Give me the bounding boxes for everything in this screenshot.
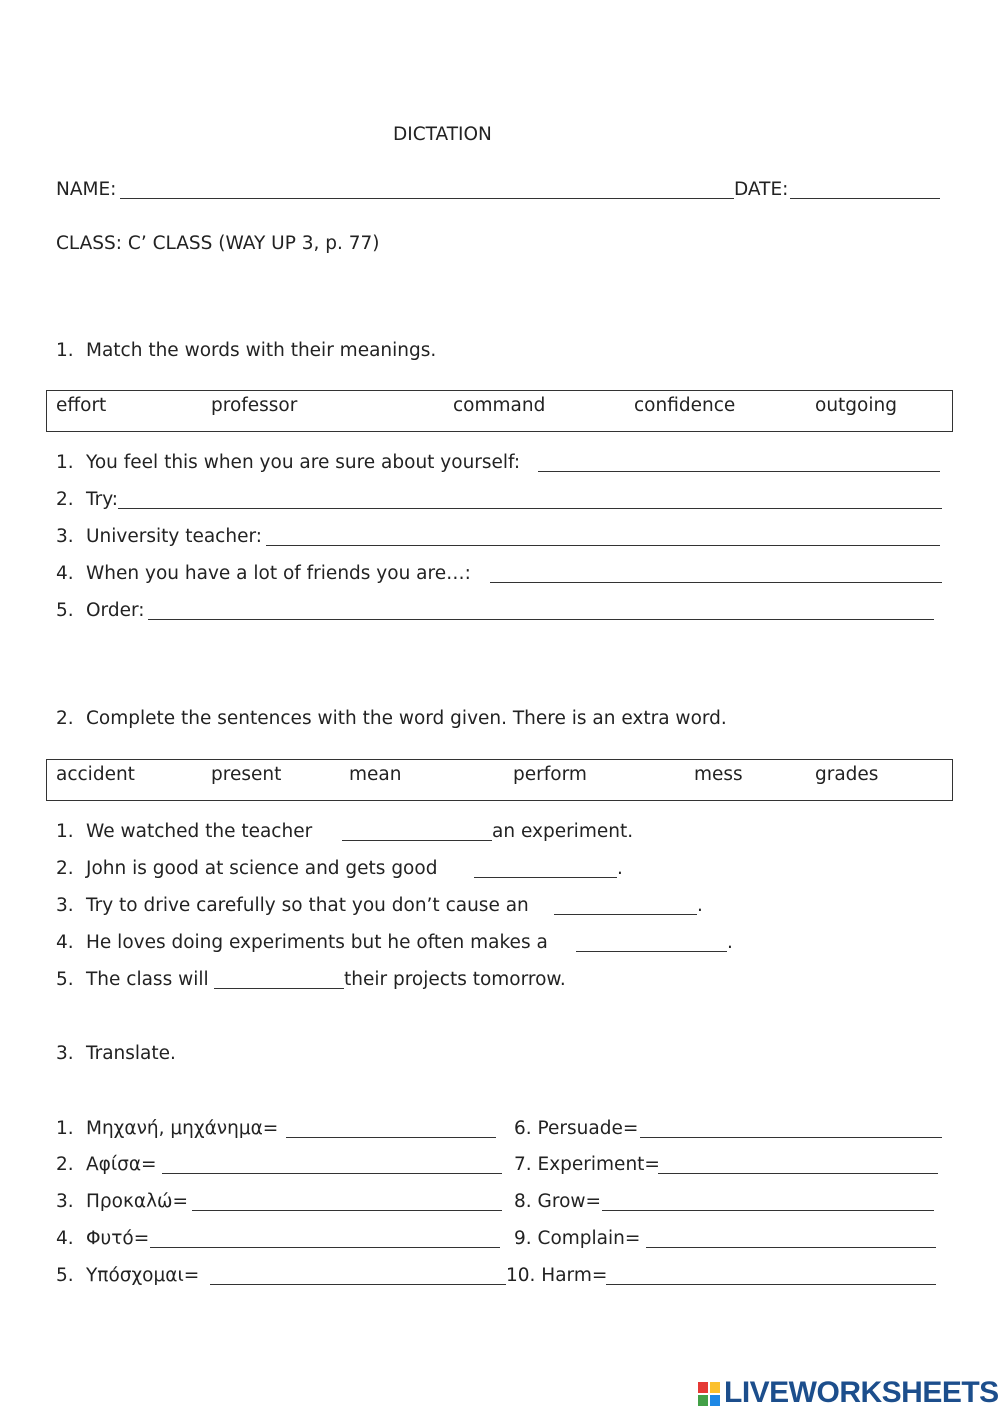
item-number: 5. <box>56 1265 74 1286</box>
item-number: 2. <box>56 858 74 879</box>
item-number: 1. <box>56 452 74 473</box>
section3-number: 3. <box>56 1043 74 1064</box>
logo-block <box>710 1382 720 1393</box>
item-text: Μηχανή, μηχάνημα= <box>86 1118 279 1139</box>
item-number: 4. <box>56 1228 74 1249</box>
item-text-after: . <box>727 932 733 953</box>
item-text: Order: <box>86 600 145 621</box>
word-box-1 <box>46 390 953 432</box>
answer-line[interactable] <box>554 914 697 915</box>
answer-line[interactable] <box>640 1137 942 1138</box>
item-number: 2. <box>56 489 74 510</box>
item-number: 3. <box>56 526 74 547</box>
logo-block <box>698 1395 708 1406</box>
item-number: 1. <box>56 1118 74 1139</box>
word-box-item: outgoing <box>815 395 897 416</box>
section3-instruction: Translate. <box>86 1043 176 1064</box>
item-text: When you have a lot of friends you are…: <box>86 563 471 584</box>
word-box-item: perform <box>513 764 587 785</box>
answer-line[interactable] <box>490 582 942 583</box>
item-text: Try: <box>86 489 119 510</box>
answer-line[interactable] <box>148 619 934 620</box>
logo-blocks-icon <box>698 1382 720 1406</box>
section2-instruction: Complete the sentences with the word given. There is an extra word. <box>86 708 727 729</box>
answer-line[interactable] <box>210 1284 506 1285</box>
section1-number: 1. <box>56 340 74 361</box>
item-number: 3. <box>56 895 74 916</box>
answer-line[interactable] <box>606 1284 936 1285</box>
item-text: University teacher: <box>86 526 262 547</box>
item-text-after: their projects tomorrow. <box>344 969 566 990</box>
word-box-item: command <box>453 395 546 416</box>
item-text: Προκαλώ= <box>86 1191 189 1212</box>
answer-line[interactable] <box>162 1173 502 1174</box>
date-input-line[interactable] <box>790 198 940 199</box>
item-text: 8. Grow= <box>514 1191 602 1212</box>
item-text-before: John is good at science and gets good <box>86 858 438 879</box>
item-text: 6. Persuade= <box>514 1118 639 1139</box>
date-label: DATE: <box>734 179 789 200</box>
name-label: NAME: <box>56 179 117 200</box>
answer-line[interactable] <box>118 508 942 509</box>
answer-line[interactable] <box>150 1247 500 1248</box>
item-number: 5. <box>56 600 74 621</box>
item-text: 10. Harm= <box>506 1265 608 1286</box>
item-text-after: . <box>697 895 703 916</box>
word-box-2 <box>46 759 953 801</box>
item-number: 1. <box>56 821 74 842</box>
item-text: Υπόσχομαι= <box>86 1265 200 1286</box>
item-text-before: The class will <box>86 969 209 990</box>
answer-line[interactable] <box>576 951 727 952</box>
item-number: 2. <box>56 1154 74 1175</box>
item-text-before: We watched the teacher <box>86 821 313 842</box>
answer-line[interactable] <box>192 1210 502 1211</box>
word-box-item: grades <box>815 764 879 785</box>
answer-line[interactable] <box>342 840 492 841</box>
item-text: 7. Experiment= <box>514 1154 660 1175</box>
answer-line[interactable] <box>214 988 344 989</box>
answer-line[interactable] <box>286 1137 496 1138</box>
answer-line[interactable] <box>658 1173 938 1174</box>
word-box-item: mess <box>694 764 743 785</box>
word-box-item: effort <box>56 395 107 416</box>
item-number: 4. <box>56 932 74 953</box>
page-title: DICTATION <box>393 124 492 145</box>
answer-line[interactable] <box>266 545 940 546</box>
item-text-after: an experiment. <box>492 821 634 842</box>
answer-line[interactable] <box>474 877 617 878</box>
section1-instruction: Match the words with their meanings. <box>86 340 437 361</box>
item-text: 9. Complain= <box>514 1228 641 1249</box>
answer-line[interactable] <box>538 471 940 472</box>
item-number: 3. <box>56 1191 74 1212</box>
word-box-item: confidence <box>634 395 736 416</box>
answer-line[interactable] <box>602 1210 934 1211</box>
item-text: You feel this when you are sure about yourself: <box>86 452 521 473</box>
logo-block <box>698 1382 708 1393</box>
item-text: Φυτό= <box>86 1228 150 1249</box>
class-line: CLASS: C’ CLASS (WAY UP 3, p. 77) <box>56 233 380 254</box>
logo-block <box>710 1395 720 1406</box>
item-text-after: . <box>617 858 623 879</box>
word-box-item: mean <box>349 764 402 785</box>
word-box-item: professor <box>211 395 298 416</box>
item-text-before: Try to drive carefully so that you don’t cause an <box>86 895 529 916</box>
logo-text: LIVEWORKSHEETS <box>724 1376 999 1409</box>
section2-number: 2. <box>56 708 74 729</box>
item-number: 4. <box>56 563 74 584</box>
item-text-before: He loves doing experiments but he often makes a <box>86 932 548 953</box>
name-input-line[interactable] <box>120 198 734 199</box>
word-box-item: present <box>211 764 282 785</box>
answer-line[interactable] <box>646 1247 936 1248</box>
item-number: 5. <box>56 969 74 990</box>
item-text: Αφίσα= <box>86 1154 157 1175</box>
word-box-item: accident <box>56 764 135 785</box>
